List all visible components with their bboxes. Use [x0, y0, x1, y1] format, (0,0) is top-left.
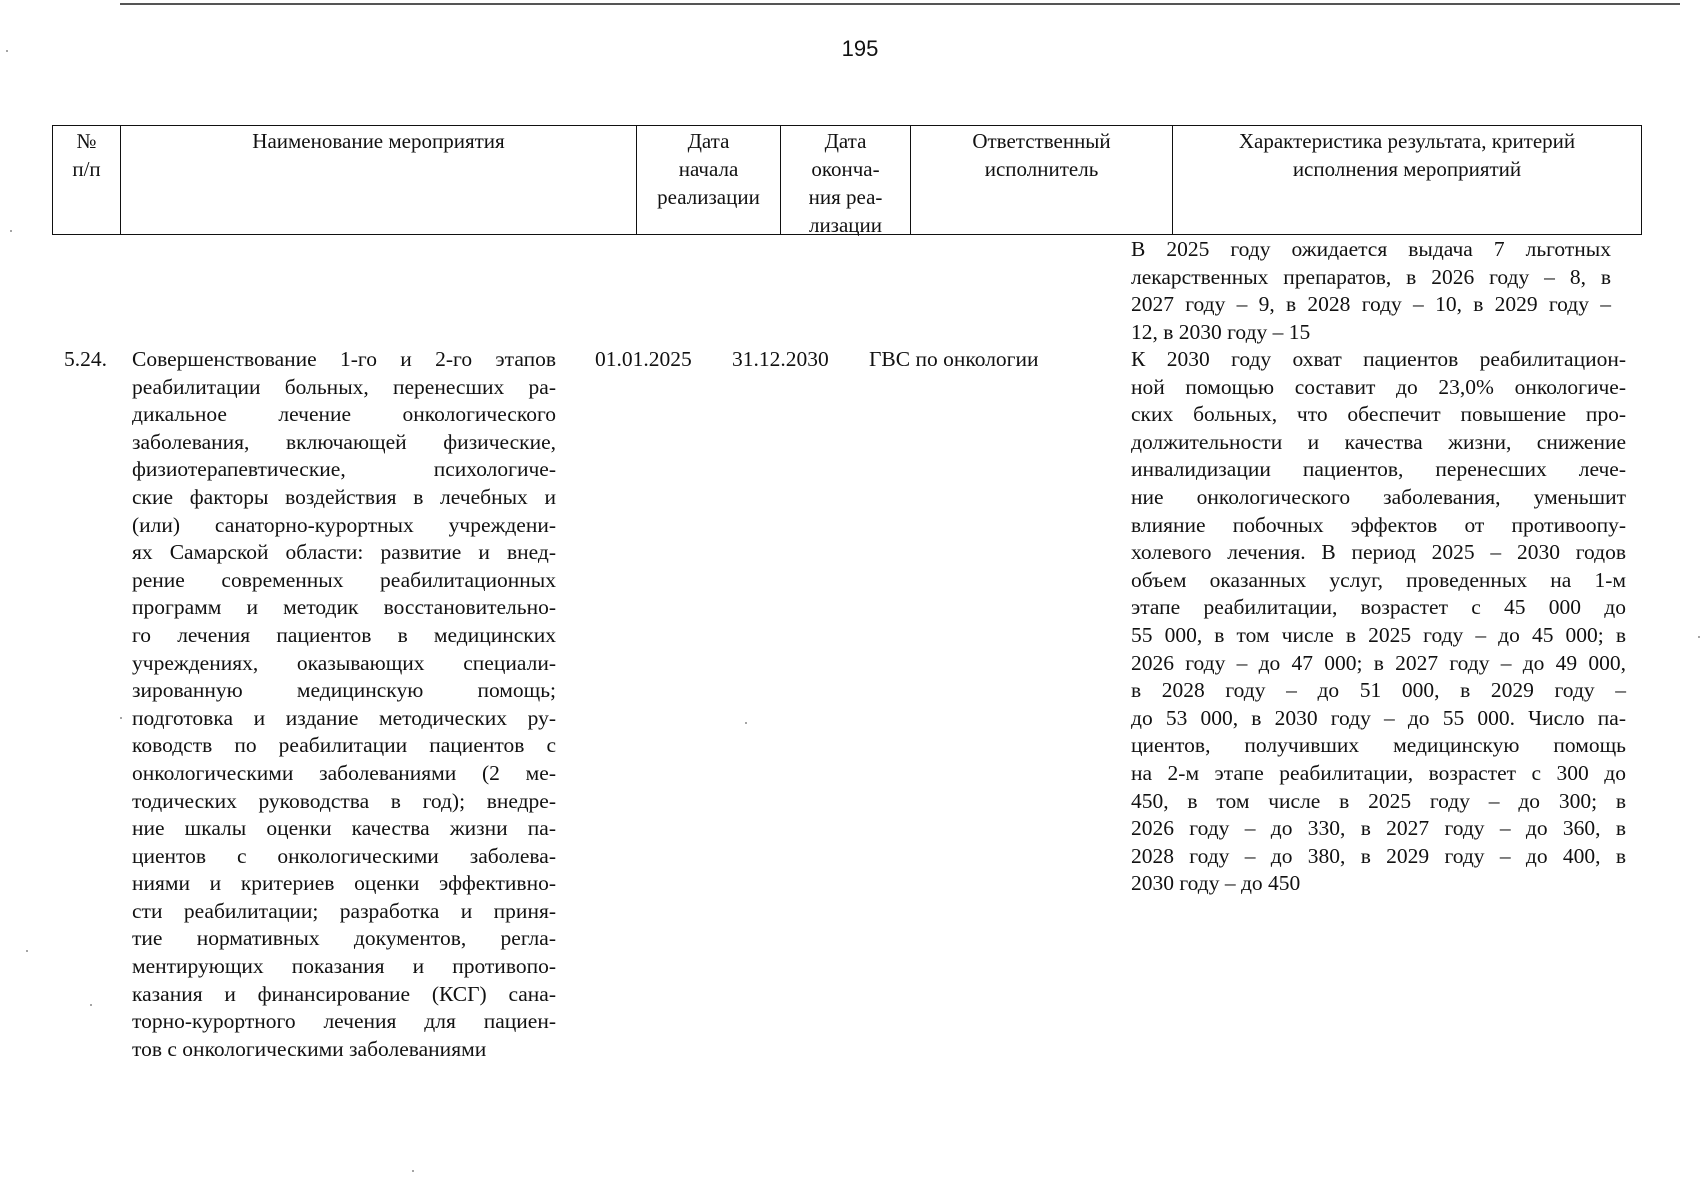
text-line: (или) санаторно-курортных учреждени-	[132, 512, 556, 537]
text-line: ние онкологического заболевания, уменьшит	[1131, 484, 1626, 509]
text-line: реабилитации больных, перенесших ра-	[132, 374, 556, 399]
scan-speck	[6, 50, 8, 52]
text-line: тов с онкологическими заболеваниями	[132, 1036, 487, 1061]
text-line: циентов, получивших медицинскую помощь	[1131, 733, 1626, 758]
header-start	[637, 126, 781, 234]
text-line: лекарственных препаратов, в 2026 году – 8, в	[1131, 264, 1611, 289]
text-line: 2028 году – до 380, в 2029 году – до 400, в	[1131, 843, 1626, 868]
text-line: ях Самарской области: развитие и внед-	[132, 540, 556, 565]
scan-speck	[26, 950, 28, 952]
text-line: Совершенствование 1-го и 2-го этапов	[132, 347, 556, 371]
text-line: сти реабилитации; разработка и приня-	[132, 898, 556, 923]
header-result	[1173, 126, 1641, 234]
text-line: в 2028 году – до 51 000, в 2029 году –	[1131, 678, 1626, 703]
text-line: зированную медицинскую помощь;	[132, 678, 556, 703]
text-line: дикальное лечение онкологического	[132, 402, 556, 427]
text-line: 55 000, в том числе в 2025 году – до 45 000; в	[1131, 622, 1626, 647]
text-line: до 53 000, в 2030 году – до 55 000. Число па-	[1131, 705, 1626, 730]
text-line: ние шкалы оценки качества жизни па-	[132, 816, 556, 841]
continuation-result	[1131, 236, 1611, 346]
scan-speck	[90, 1004, 92, 1006]
header-responsible	[911, 126, 1173, 234]
text-line: 2026 году – до 47 000; в 2027 году – до 49 000,	[1131, 650, 1626, 675]
text-line: го лечения пациентов в медицинских	[132, 622, 556, 647]
text-line: ководств по реабилитации пациентов с	[132, 733, 556, 758]
text-line: К 2030 году охват пациентов реабилитацион-	[1131, 347, 1626, 371]
text-line: на 2-м этапе реабилитации, возрастет с 300 до	[1131, 760, 1626, 785]
text-line: инвалидизации пациентов, перенесших лече-	[1131, 457, 1626, 482]
text-line: этапе реабилитации, возрастет с 45 000 до	[1131, 595, 1626, 620]
row-start-date: 01.01.2025	[595, 347, 692, 371]
header-end	[781, 126, 911, 237]
header-name-label: Наименование мероприятия	[252, 129, 505, 153]
text-line: тие нормативных документов, регла-	[132, 926, 556, 951]
text-line: ниями и критериев оценки эффективно-	[132, 871, 556, 896]
text-line: 450, в том числе в 2025 году – до 300; в	[1131, 788, 1626, 813]
table-header	[52, 125, 1642, 235]
text-line: программ и методик восстановительно-	[132, 595, 556, 620]
scan-speck	[10, 230, 12, 232]
header-num-label: № п/п	[72, 129, 101, 181]
text-line: 2026 году – до 330, в 2027 году – до 360, в	[1131, 816, 1626, 841]
text-line: физиотерапевтические, психологиче-	[132, 457, 556, 482]
row-end-date: 31.12.2030	[732, 347, 829, 371]
scan-speck	[120, 717, 122, 719]
header-responsible-label: Ответственный исполнитель	[972, 129, 1111, 181]
text-line: заболевания, включающей физические,	[132, 429, 556, 454]
text-line: 2030 году – до 450	[1131, 871, 1301, 896]
header-name	[121, 126, 637, 234]
header-result-label: Характеристика результата, критерий исполнения мероприятий	[1238, 129, 1576, 181]
text-line: рение современных реабилитационных	[132, 567, 556, 592]
text-line: должительности и качества жизни, снижение	[1131, 429, 1626, 454]
header-end-label: Дата оконча- ния реа- лизации	[808, 129, 883, 237]
text-line: подготовка и издание методических ру-	[132, 705, 556, 730]
row-number: 5.24.	[64, 347, 107, 371]
text-line: В 2025 году ожидается выдача 7 льготных	[1131, 237, 1611, 261]
text-line: холевого лечения. В период 2025 – 2030 годов	[1131, 540, 1626, 565]
text-line: влияние побочных эффектов от противоопу-	[1131, 512, 1626, 537]
page-number: 195	[841, 36, 879, 61]
text-line: 2027 году – 9, в 2028 году – 10, в 2029 году –	[1131, 292, 1611, 317]
text-line: ментирующих показания и противопо-	[132, 954, 556, 979]
header-num	[53, 126, 121, 234]
text-line: казания и финансирование (КСГ) сана-	[132, 981, 556, 1006]
text-line: онкологическими заболеваниями (2 ме-	[132, 760, 556, 785]
text-line: ские факторы воздействия в лечебных и	[132, 484, 556, 509]
text-line: циентов с онкологическими заболева-	[132, 843, 556, 868]
row-activity-name	[132, 346, 556, 1063]
text-line: тодических руководства в год); внедре-	[132, 788, 556, 813]
top-rule	[120, 3, 1680, 5]
text-line: ских больных, что обеспечит повышение про-	[1131, 402, 1626, 427]
text-line: торно-курортного лечения для пациен-	[132, 1009, 556, 1034]
scan-speck	[745, 722, 747, 724]
row-responsible: ГВС по онкологии	[869, 347, 1039, 371]
text-line: 12, в 2030 году – 15	[1131, 319, 1311, 344]
text-line: ной помощью составит до 23,0% онкологиче-	[1131, 374, 1626, 399]
header-start-label: Дата начала реализации	[657, 129, 760, 209]
row-result	[1131, 346, 1626, 898]
scan-speck	[1698, 636, 1700, 638]
text-line: учреждениях, оказывающих специали-	[132, 650, 556, 675]
text-line: объем оказанных услуг, проведенных на 1-м	[1131, 567, 1626, 592]
scan-speck	[412, 1170, 414, 1172]
